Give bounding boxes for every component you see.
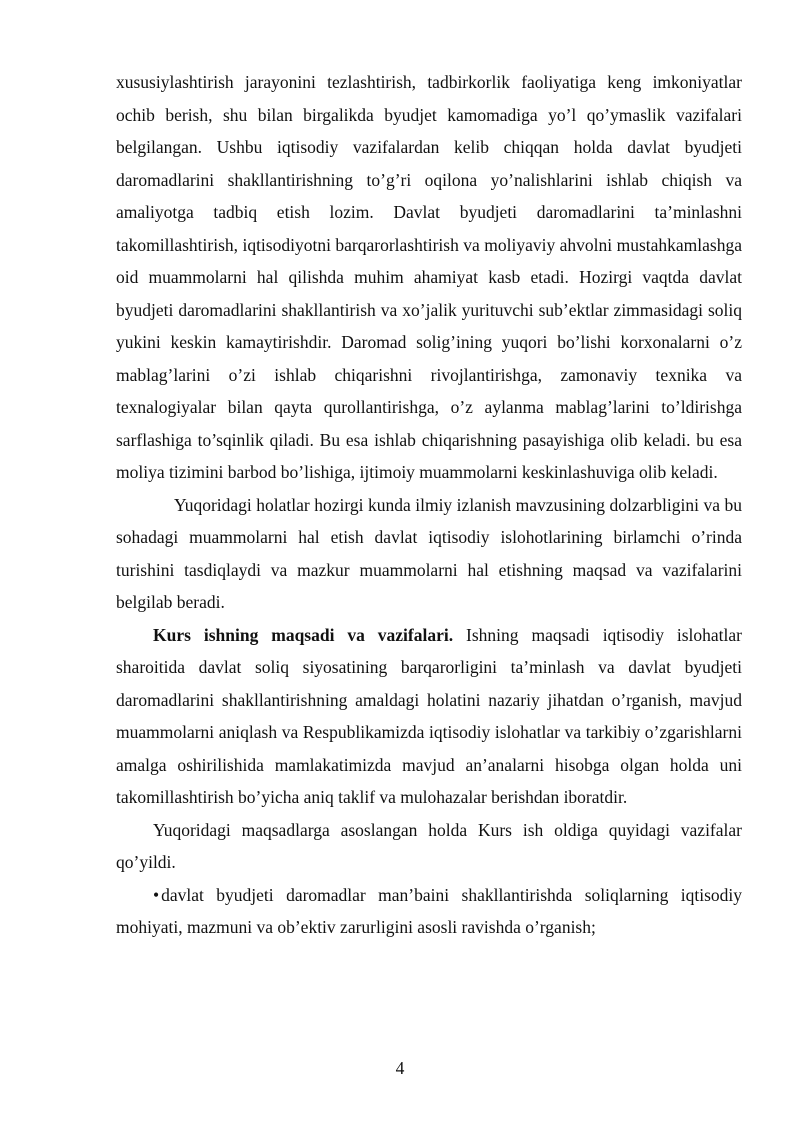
body-paragraph-3 (116, 619, 742, 814)
section-heading-body: Ishning maqsadi iqtisodiy islohatlar sharoitida davlat soliq siyosatining barqarorligini ta’minlash va davlat byudjeti daromadlarini shakllantirishning amaldagi holatini nazariy jihatdan o’rganish, mavjud muammolarni aniqlash va Respublikamizda iqtisodiy islohatlar va tarkibiy o’zgarishlarni amalga oshirilishida mamlakatimizda mavjud an’analarni hisobga olgan holda uni takomillashtirish bo’yicha aniq taklif va mulohazalar berishdan iboratdir. (116, 624, 742, 807)
bullet-item-1 (116, 879, 742, 944)
bullet-icon: • (153, 884, 160, 905)
document-page (116, 66, 742, 944)
body-paragraph-1: xususiylashtirish jarayonini tezlashtirish, tadbirkorlik faoliyatiga keng imkoniyatlar ochib berish, shu bilan birgalikda byudjet kamomadiga yo’l qo’ymaslik vazifalari belgilangan. Ushbu iqtisodiy vazifalardan kelib chiqqan holda davlat byudjeti daromadlarini shakllantirishning to’g’ri oqilona yo’nalishlarini ishlab chiqish va amaliyotga tadbiq etish lozim. Davlat byudjeti daromadlarini ta’minlashni takomillashtirish, iqtisodiyotni barqarorlashtirish va moliyaviy ahvolni mustahkamlashga oid muammolarni hal qilishda muhim ahamiyat kasb etadi. Hozirgi vaqtda davlat byudjeti daromadlarini shakllantirish va xo’jalik yurituvchi sub’ektlar zimmasidagi soliq yukini keskin kamaytirishdir. Daromad solig’ining yuqori bo’lishi korxonalarni o’z mablag’larini o’zi ishlab chiqarishni rivojlantirishga, zamonaviy texnika va texnalogiyalar bilan qayta qurollantirishga, o’z aylanma mablag’larini to’ldirishga sarflashiga to’sqinlik qiladi. Bu esa ishlab chiqarishning pasayishiga olib keladi. bu esa moliya tizimini barbod bo’lishiga, ijtimoiy muammolarni keskinlashuviga olib keladi. (116, 72, 742, 482)
bullet-item-text: davlat byudjeti daromadlar man’baini shakllantirishda soliqlarning iqtisodiy mohiyati, mazmuni va ob’ektiv zarurligini asosli ravishda o’rganish; (116, 884, 742, 937)
body-paragraph-2: Yuqoridagi holatlar hozirgi kunda ilmiy izlanish mavzusining dolzarbligini va bu sohadagi muammolarni hal etish davlat iqtisodiy islohotlarining birlamchi o’rinda turishini tasdiqlaydi va mazkur muammolarni hal etishning maqsad va vazifalarini belgilab beradi. (116, 494, 742, 612)
page-number: 4 (395, 1058, 405, 1078)
body-paragraph-4: Yuqoridagi maqsadlarga asoslangan holda Kurs ish oldiga quyidagi vazifalar qo’yildi. (116, 819, 742, 872)
section-heading: Kurs ishning maqsadi va vazifalari. (153, 624, 454, 645)
